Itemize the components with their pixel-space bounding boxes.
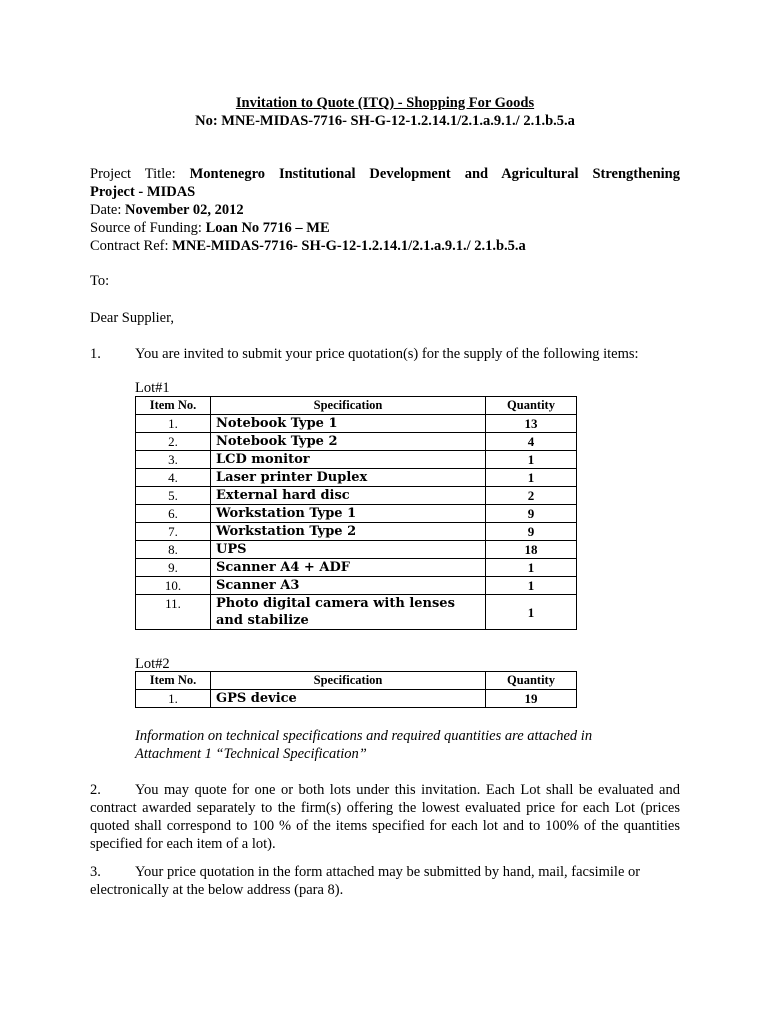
specification-cell: External hard disc: [211, 487, 486, 505]
specification-cell: Notebook Type 1: [211, 415, 486, 433]
header-quantity: Quantity: [486, 672, 577, 690]
table-row: [136, 595, 577, 630]
salutation: Dear Supplier,: [90, 310, 174, 326]
project-title-value: Montenegro Institutional Development and Agricultural Strengthening: [189, 166, 680, 182]
quantity-cell: 1: [486, 595, 577, 630]
quantity-cell: 1: [486, 577, 577, 595]
document-title: Invitation to Quote (ITQ) - Shopping For Goods: [235, 95, 535, 111]
paragraph-number: 3.: [90, 864, 101, 880]
header-item-no: Item No.: [136, 672, 211, 690]
table-row: [136, 505, 577, 523]
contract-label: Contract Ref:: [90, 238, 169, 254]
document-number: No: MNE-MIDAS-7716- SH-G-12-1.2.14.1/2.1.a.9.1./ 2.1.b.5.a: [195, 113, 575, 129]
item-no-cell: 1.: [136, 690, 211, 708]
quantity-cell: 4: [486, 433, 577, 451]
item-no-cell: 7.: [136, 523, 211, 541]
project-title-label: Project Title:: [90, 166, 176, 182]
funding-label: Source of Funding:: [90, 220, 202, 236]
paragraph-text: You may quote for one or both lots under this invitation. Each Lot shall be evaluated and contract awarded separately to the firm(s) offering the lowest evaluated price for each Lot (prices quoted shall correspond to 100 % of the items specified for each lot and to 100% of the quantities specified for each item of a lot).: [90, 782, 680, 852]
table-row: [136, 451, 577, 469]
specification-cell: UPS: [211, 541, 486, 559]
specification-cell: Notebook Type 2: [211, 433, 486, 451]
quantity-cell: 9: [486, 523, 577, 541]
paragraph-text: Your price quotation in the form attached may be submitted by hand, mail, facsimile or electronically at the below address (para 8).: [90, 864, 641, 898]
paragraph-2: [90, 781, 680, 853]
table-row: [136, 690, 577, 708]
table-row: [136, 577, 577, 595]
table-header-row: [136, 397, 577, 415]
technical-spec-note: [135, 727, 680, 763]
quantity-cell: 18: [486, 541, 577, 559]
lot2-table-body: [136, 690, 577, 708]
item-no-cell: 8.: [136, 541, 211, 559]
quantity-cell: 9: [486, 505, 577, 523]
table-row: [136, 523, 577, 541]
date-line: [90, 201, 680, 219]
table-row: [136, 415, 577, 433]
document-header: [0, 94, 770, 130]
table-row: [136, 433, 577, 451]
lot1-table-body: [136, 415, 577, 630]
table-header-row: [136, 672, 577, 690]
lot2-table: [135, 671, 577, 708]
paragraph-text: You are invited to submit your price quotation(s) for the supply of the following items:: [135, 346, 639, 362]
item-no-cell: 1.: [136, 415, 211, 433]
paragraph-number: 2.: [90, 782, 101, 798]
specification-cell: GPS device: [211, 690, 486, 708]
table-row: [136, 469, 577, 487]
note-line-2: Attachment 1 “Technical Specification”: [135, 746, 367, 762]
header-specification: Specification: [211, 672, 486, 690]
project-title-line: [90, 165, 680, 183]
item-no-cell: 6.: [136, 505, 211, 523]
contract-line: [90, 237, 680, 255]
item-no-cell: 4.: [136, 469, 211, 487]
quantity-cell: 2: [486, 487, 577, 505]
funding-line: [90, 219, 680, 237]
specification-cell: Laser printer Duplex: [211, 469, 486, 487]
header-item-no: Item No.: [136, 397, 211, 415]
item-no-cell: 10.: [136, 577, 211, 595]
table-row: [136, 487, 577, 505]
date-label: Date:: [90, 202, 122, 218]
contract-value: MNE-MIDAS-7716- SH-G-12-1.2.14.1/2.1.a.9.1./ 2.1.b.5.a: [172, 238, 526, 254]
specification-cell: Scanner A3: [211, 577, 486, 595]
specification-cell: Workstation Type 2: [211, 523, 486, 541]
quantity-cell: 13: [486, 415, 577, 433]
table-row: [136, 541, 577, 559]
funding-value: Loan No 7716 – ME: [205, 220, 330, 236]
lot1-label: Lot#1: [135, 380, 170, 396]
specification-cell: Workstation Type 1: [211, 505, 486, 523]
table-row: [136, 559, 577, 577]
quantity-cell: 19: [486, 690, 577, 708]
project-title-value-2: Project - MIDAS: [90, 184, 196, 200]
specification-cell: Scanner A4 + ADF: [211, 559, 486, 577]
project-meta: [90, 165, 680, 255]
item-no-cell: 3.: [136, 451, 211, 469]
item-no-cell: 11.: [136, 595, 211, 630]
paragraph-1: [90, 345, 680, 363]
quantity-cell: 1: [486, 469, 577, 487]
item-no-cell: 2.: [136, 433, 211, 451]
header-specification: Specification: [211, 397, 486, 415]
paragraph-3: [90, 863, 680, 899]
lot2-label: Lot#2: [135, 656, 170, 672]
quantity-cell: 1: [486, 559, 577, 577]
date-value: November 02, 2012: [125, 202, 244, 218]
specification-cell: Photo digital camera with lenses and stabilize: [211, 595, 486, 630]
to-line: To:: [90, 273, 110, 289]
specification-cell: LCD monitor: [211, 451, 486, 469]
note-line-1: Information on technical specifications and required quantities are attached in: [135, 728, 593, 744]
header-quantity: Quantity: [486, 397, 577, 415]
item-no-cell: 9.: [136, 559, 211, 577]
quantity-cell: 1: [486, 451, 577, 469]
project-title-continuation: [90, 183, 680, 201]
lot1-table: [135, 396, 577, 630]
paragraph-number: 1.: [90, 346, 101, 362]
item-no-cell: 5.: [136, 487, 211, 505]
